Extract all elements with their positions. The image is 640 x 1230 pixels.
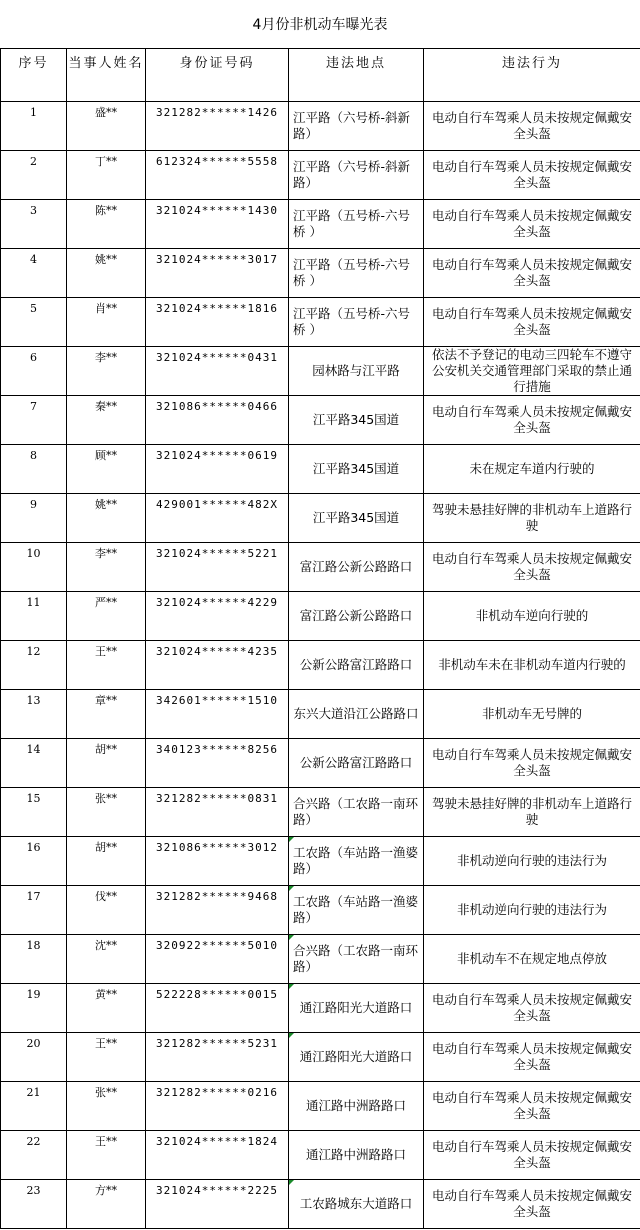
seq-cell: 9 <box>1 494 67 543</box>
location-cell: 通江路中洲路路口 <box>289 1131 424 1180</box>
name-cell: 王** <box>67 1131 146 1180</box>
seq-cell: 16 <box>1 837 67 886</box>
violations-table <box>0 48 640 1229</box>
behavior-cell: 电动自行车驾乘人员未按规定佩戴安全头盔 <box>424 151 640 200</box>
header-behavior: 违法行为 <box>424 49 640 102</box>
seq-cell: 13 <box>1 690 67 739</box>
table-body <box>1 102 640 1229</box>
location-cell: 工农路（车站路一渔婆路） <box>289 837 424 886</box>
seq-cell: 10 <box>1 543 67 592</box>
behavior-cell: 未在规定车道内行驶的 <box>424 445 640 494</box>
header-id: 身份证号码 <box>146 49 289 102</box>
location-cell: 江平路（六号桥-斜新路） <box>289 151 424 200</box>
seq-cell: 5 <box>1 298 67 347</box>
location-cell: 公新公路富江路路口 <box>289 739 424 788</box>
name-cell: 严** <box>67 592 146 641</box>
id-number-cell: 340123******8256 <box>146 739 289 788</box>
cell-marker-icon <box>289 984 294 989</box>
table-row <box>1 249 640 298</box>
behavior-cell: 非机动逆向行驶的违法行为 <box>424 837 640 886</box>
behavior-cell: 电动自行车驾乘人员未按规定佩戴安全头盔 <box>424 1082 640 1131</box>
name-cell: 方** <box>67 1180 146 1229</box>
name-cell: 王** <box>67 641 146 690</box>
seq-cell: 17 <box>1 886 67 935</box>
id-number-cell: 321086******3012 <box>146 837 289 886</box>
location-cell: 富江路公新公路路口 <box>289 592 424 641</box>
table-row <box>1 543 640 592</box>
seq-cell: 12 <box>1 641 67 690</box>
table-row <box>1 396 640 445</box>
behavior-cell: 驾驶未悬挂好牌的非机动车上道路行驶 <box>424 788 640 837</box>
table-row <box>1 739 640 788</box>
name-cell: 胡** <box>67 837 146 886</box>
seq-cell: 6 <box>1 347 67 396</box>
table-row <box>1 935 640 984</box>
behavior-cell: 电动自行车驾乘人员未按规定佩戴安全头盔 <box>424 298 640 347</box>
behavior-cell: 电动自行车驾乘人员未按规定佩戴安全头盔 <box>424 1033 640 1082</box>
id-number-cell: 321282******1426 <box>146 102 289 151</box>
location-cell: 工农路城东大道路口 <box>289 1180 424 1229</box>
behavior-cell: 非机动车无号牌的 <box>424 690 640 739</box>
behavior-cell: 驾驶未悬挂好牌的非机动车上道路行驶 <box>424 494 640 543</box>
behavior-cell: 非机动车未在非机动车道内行驶的 <box>424 641 640 690</box>
table-row <box>1 837 640 886</box>
seq-cell: 3 <box>1 200 67 249</box>
cell-marker-icon <box>289 837 294 842</box>
name-cell: 张** <box>67 788 146 837</box>
name-cell: 顾** <box>67 445 146 494</box>
seq-cell: 18 <box>1 935 67 984</box>
table-row <box>1 641 640 690</box>
seq-cell: 22 <box>1 1131 67 1180</box>
id-number-cell: 321024******3017 <box>146 249 289 298</box>
seq-cell: 2 <box>1 151 67 200</box>
seq-cell: 8 <box>1 445 67 494</box>
cell-marker-icon <box>289 1033 294 1038</box>
header-seq: 序号 <box>1 49 67 102</box>
id-number-cell: 321282******5231 <box>146 1033 289 1082</box>
location-cell: 通江路阳光大道路口 <box>289 1033 424 1082</box>
name-cell: 姚** <box>67 249 146 298</box>
location-cell: 江平路345国道 <box>289 494 424 543</box>
location-cell: 公新公路富江路路口 <box>289 641 424 690</box>
behavior-cell: 电动自行车驾乘人员未按规定佩戴安全头盔 <box>424 102 640 151</box>
location-cell: 江平路（五号桥-六号桥 ） <box>289 200 424 249</box>
cell-marker-icon <box>289 886 294 891</box>
behavior-cell: 电动自行车驾乘人员未按规定佩戴安全头盔 <box>424 249 640 298</box>
location-cell: 合兴路（工农路一南环路） <box>289 935 424 984</box>
id-number-cell: 612324******5558 <box>146 151 289 200</box>
name-cell: 沈** <box>67 935 146 984</box>
id-number-cell: 321024******0431 <box>146 347 289 396</box>
id-number-cell: 321024******1430 <box>146 200 289 249</box>
table-row <box>1 445 640 494</box>
name-cell: 胡** <box>67 739 146 788</box>
location-cell: 江平路（五号桥-六号桥 ） <box>289 249 424 298</box>
table-row <box>1 984 640 1033</box>
id-number-cell: 321024******1824 <box>146 1131 289 1180</box>
table-row <box>1 200 640 249</box>
location-cell: 江平路345国道 <box>289 396 424 445</box>
name-cell: 肖** <box>67 298 146 347</box>
location-cell: 合兴路（工农路一南环路） <box>289 788 424 837</box>
header-name: 当事人姓名 <box>67 49 146 102</box>
table-row <box>1 1033 640 1082</box>
seq-cell: 20 <box>1 1033 67 1082</box>
table-row <box>1 886 640 935</box>
behavior-cell: 电动自行车驾乘人员未按规定佩戴安全头盔 <box>424 396 640 445</box>
cell-marker-icon <box>289 1180 294 1185</box>
seq-cell: 1 <box>1 102 67 151</box>
seq-cell: 14 <box>1 739 67 788</box>
location-cell: 工农路（车站路一渔婆路） <box>289 886 424 935</box>
table-row <box>1 690 640 739</box>
header-location: 违法地点 <box>289 49 424 102</box>
table-row <box>1 151 640 200</box>
name-cell: 张** <box>67 1082 146 1131</box>
id-number-cell: 342601******1510 <box>146 690 289 739</box>
id-number-cell: 522228******0015 <box>146 984 289 1033</box>
id-number-cell: 321024******2225 <box>146 1180 289 1229</box>
table-row <box>1 788 640 837</box>
page-title: 4月份非机动车曝光表 <box>0 0 640 49</box>
id-number-cell: 321024******5221 <box>146 543 289 592</box>
name-cell: 丁** <box>67 151 146 200</box>
location-cell: 富江路公新公路路口 <box>289 543 424 592</box>
table-row <box>1 298 640 347</box>
location-cell: 东兴大道沿江公路路口 <box>289 690 424 739</box>
name-cell: 秦** <box>67 396 146 445</box>
location-cell: 通江路阳光大道路口 <box>289 984 424 1033</box>
seq-cell: 7 <box>1 396 67 445</box>
id-number-cell: 320922******5010 <box>146 935 289 984</box>
name-cell: 盛** <box>67 102 146 151</box>
table-row <box>1 102 640 151</box>
cell-marker-icon <box>289 935 294 940</box>
id-number-cell: 321282******9468 <box>146 886 289 935</box>
id-number-cell: 321024******0619 <box>146 445 289 494</box>
location-cell: 江平路（六号桥-斜新路） <box>289 102 424 151</box>
name-cell: 李** <box>67 347 146 396</box>
seq-cell: 21 <box>1 1082 67 1131</box>
seq-cell: 19 <box>1 984 67 1033</box>
name-cell: 黄** <box>67 984 146 1033</box>
behavior-cell: 电动自行车驾乘人员未按规定佩戴安全头盔 <box>424 739 640 788</box>
seq-cell: 4 <box>1 249 67 298</box>
id-number-cell: 321086******0466 <box>146 396 289 445</box>
id-number-cell: 321024******4235 <box>146 641 289 690</box>
behavior-cell: 非机动车不在规定地点停放 <box>424 935 640 984</box>
behavior-cell: 非机动车逆向行驶的 <box>424 592 640 641</box>
behavior-cell: 电动自行车驾乘人员未按规定佩戴安全头盔 <box>424 984 640 1033</box>
seq-cell: 15 <box>1 788 67 837</box>
id-number-cell: 321282******0216 <box>146 1082 289 1131</box>
seq-cell: 11 <box>1 592 67 641</box>
id-number-cell: 321024******1816 <box>146 298 289 347</box>
seq-cell: 23 <box>1 1180 67 1229</box>
name-cell: 李** <box>67 543 146 592</box>
id-number-cell: 321024******4229 <box>146 592 289 641</box>
name-cell: 章** <box>67 690 146 739</box>
location-cell: 园林路与江平路 <box>289 347 424 396</box>
id-number-cell: 429001******482X <box>146 494 289 543</box>
behavior-cell: 电动自行车驾乘人员未按规定佩戴安全头盔 <box>424 1180 640 1229</box>
behavior-cell: 电动自行车驾乘人员未按规定佩戴安全头盔 <box>424 543 640 592</box>
behavior-cell: 依法不予登记的电动三四轮车不遵守公安机关交通管理部门采取的禁止通行措施 <box>424 347 640 396</box>
table-row <box>1 1131 640 1180</box>
behavior-cell: 电动自行车驾乘人员未按规定佩戴安全头盔 <box>424 200 640 249</box>
table-row <box>1 592 640 641</box>
behavior-cell: 非机动逆向行驶的违法行为 <box>424 886 640 935</box>
id-number-cell: 321282******0831 <box>146 788 289 837</box>
table-header-row <box>1 49 640 102</box>
table-row <box>1 1082 640 1131</box>
name-cell: 姚** <box>67 494 146 543</box>
behavior-cell: 电动自行车驾乘人员未按规定佩戴安全头盔 <box>424 1131 640 1180</box>
table-row <box>1 347 640 396</box>
location-cell: 江平路（五号桥-六号桥 ） <box>289 298 424 347</box>
name-cell: 王** <box>67 1033 146 1082</box>
location-cell: 通江路中洲路路口 <box>289 1082 424 1131</box>
name-cell: 陈** <box>67 200 146 249</box>
location-cell: 江平路345国道 <box>289 445 424 494</box>
name-cell: 伐** <box>67 886 146 935</box>
table-row <box>1 1180 640 1229</box>
table-row <box>1 494 640 543</box>
